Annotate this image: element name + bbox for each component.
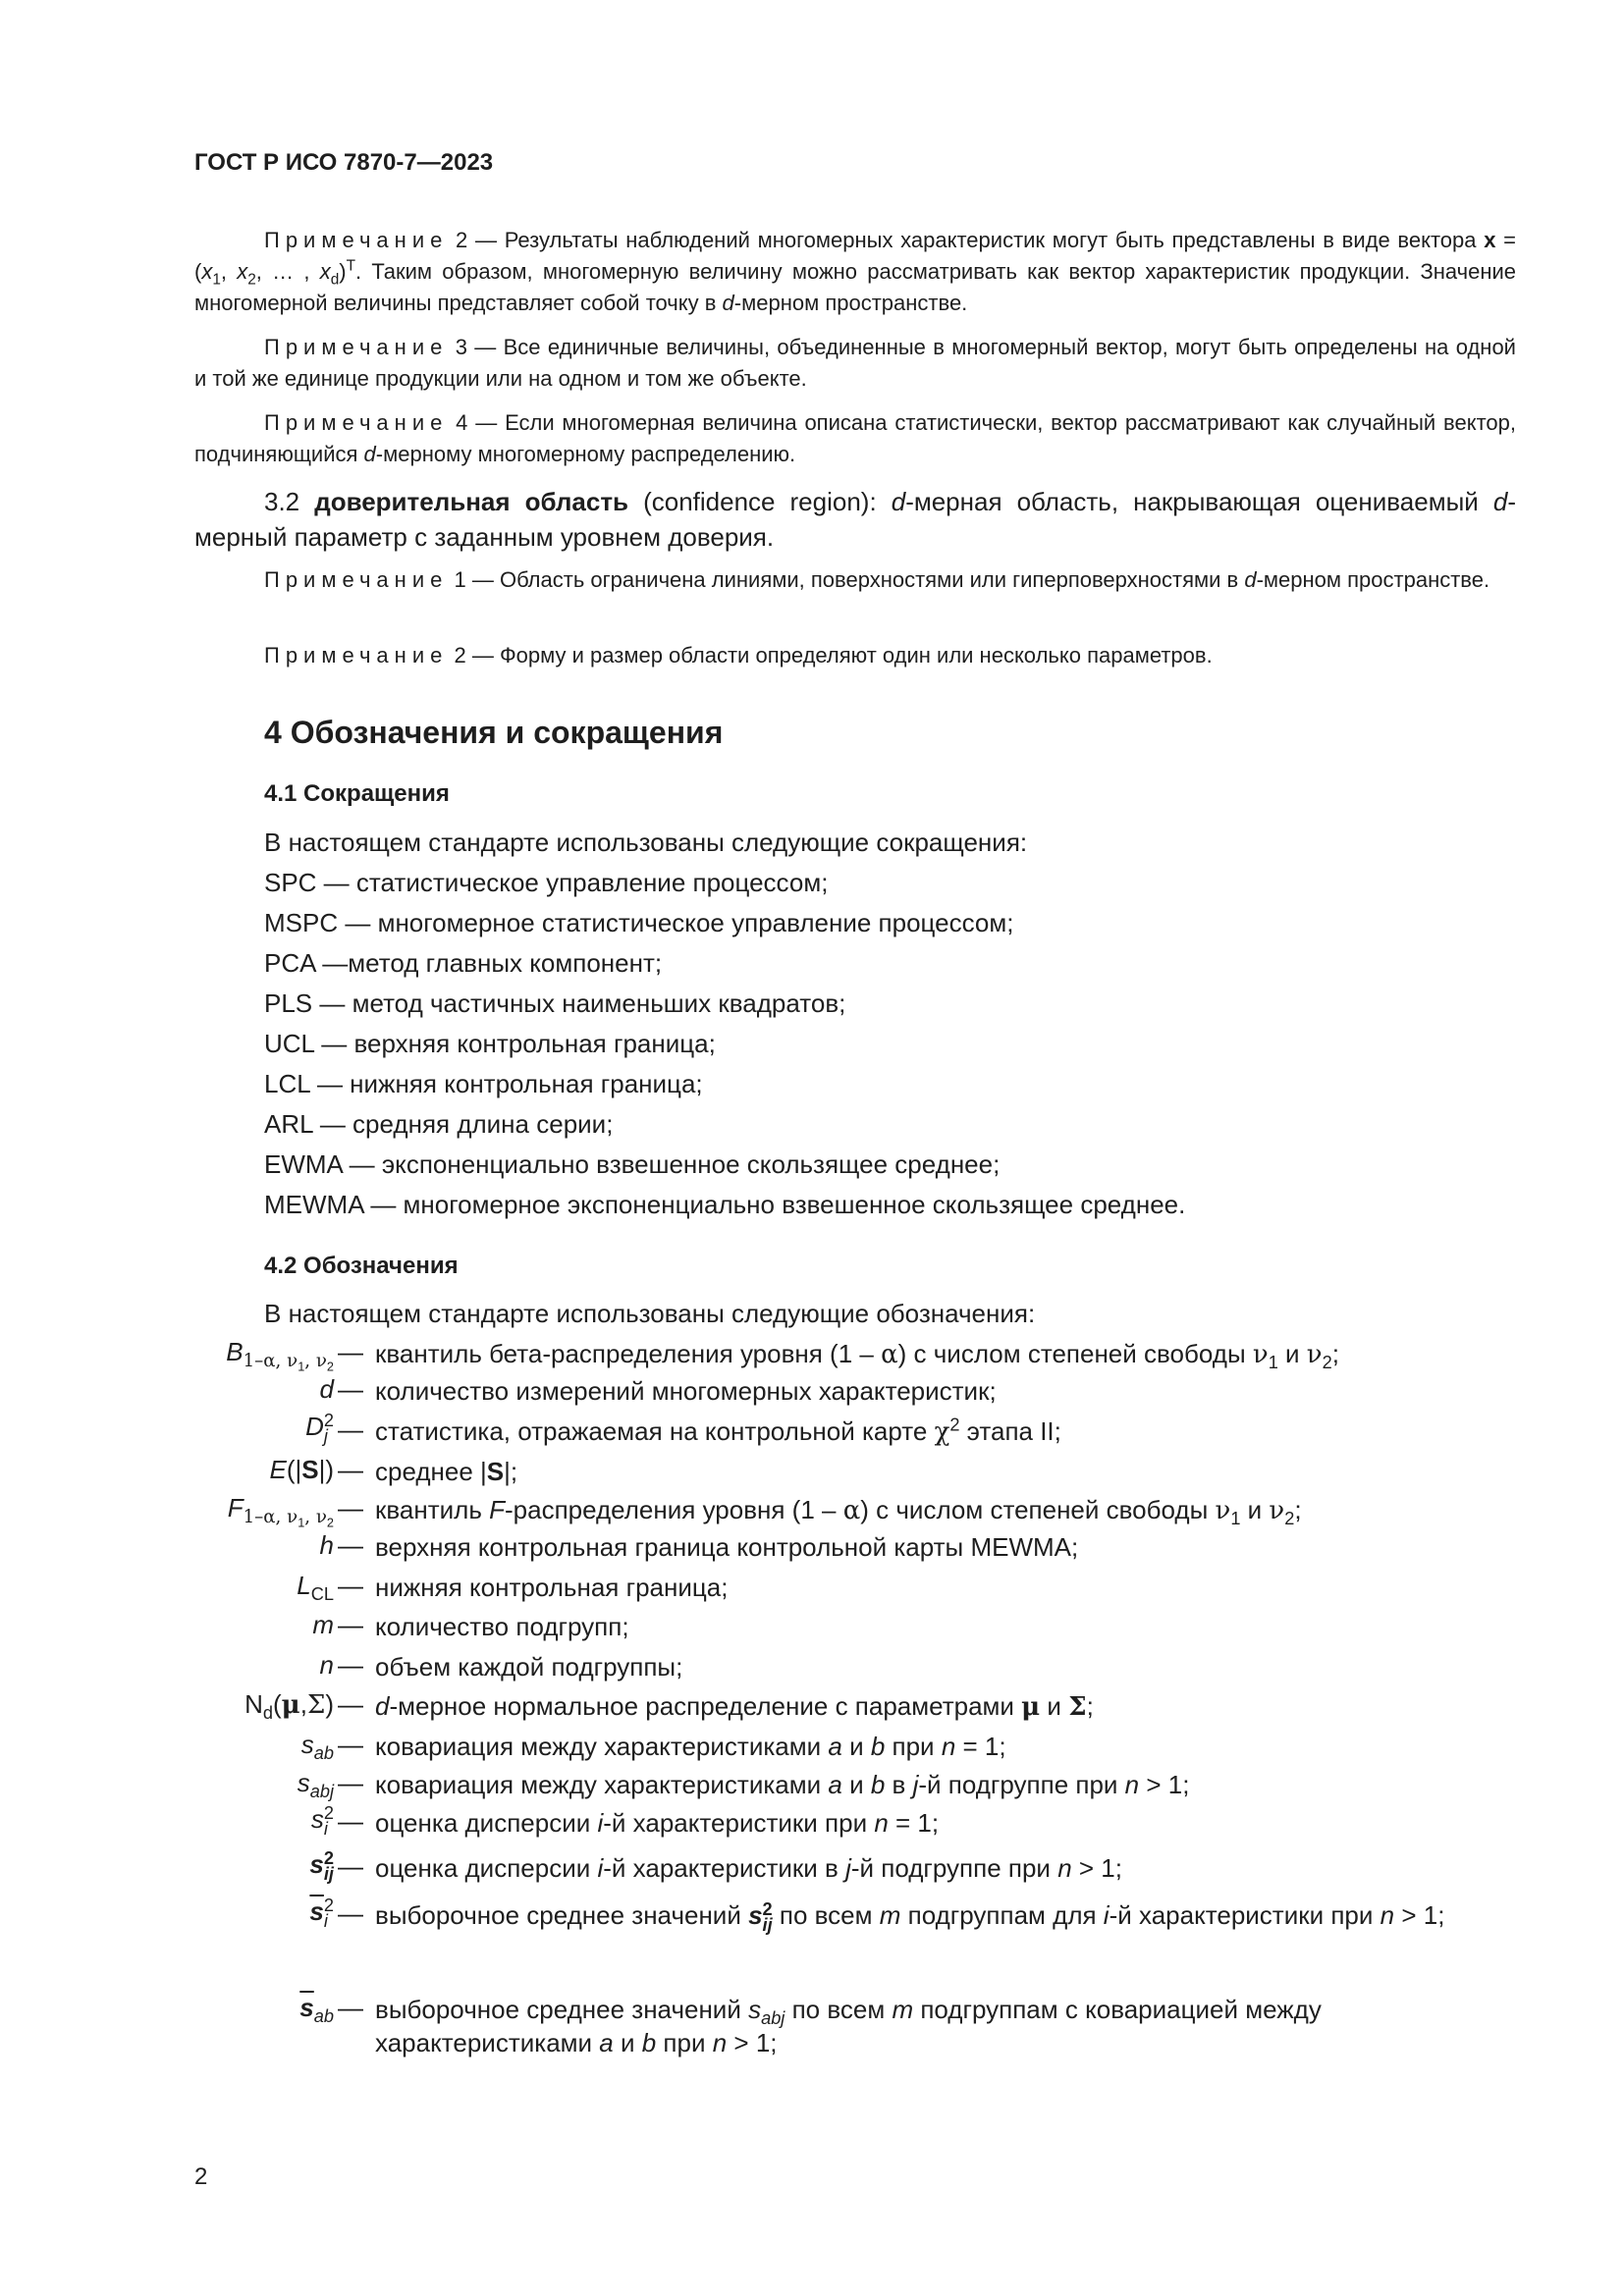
note-number: 3 xyxy=(455,335,467,359)
note-text: , xyxy=(220,259,238,284)
math-var: b xyxy=(870,1770,886,1799)
desc-text: по всем xyxy=(772,1900,880,1930)
math-var: L xyxy=(297,1571,311,1600)
note-number: 4 xyxy=(456,410,468,435)
desc-text: и xyxy=(1277,1339,1307,1368)
desc-text: по всем xyxy=(785,1995,893,2024)
section-4-2-title: 4.2 Обозначения xyxy=(264,1253,459,1279)
symbol-term xyxy=(128,1848,334,1885)
symbol-description: объем каждой подгруппы; xyxy=(375,1652,683,1682)
symbol-description xyxy=(375,1768,1516,1801)
symbol-description: нижняя контрольная граница; xyxy=(375,1573,729,1602)
symbol-description xyxy=(375,1415,1516,1449)
desc-text: ковариация между характеристиками xyxy=(375,1770,829,1799)
math-var: ν xyxy=(1306,1340,1323,1369)
symbol-dash: — xyxy=(338,1455,363,1484)
math-var: s xyxy=(309,1849,324,1879)
math-var: s xyxy=(748,1900,763,1930)
math-var: $\overline{s}$ xyxy=(309,1896,324,1926)
math-sub: 2 xyxy=(1322,1353,1332,1373)
desc-text: ковариация между характеристиками xyxy=(375,1732,829,1761)
abbreviation-item: SPC — статистическое управление процессом; xyxy=(264,868,829,897)
section-4-2-intro: В настоящем стандарте использованы следующие обозначения: xyxy=(264,1299,1036,1328)
abbreviation-item: PLS — метод частичных наименьших квадратов; xyxy=(264,988,846,1018)
math-var: ν xyxy=(1252,1340,1269,1369)
desc-text: квантиль бета-распределения уровня (1 – xyxy=(375,1339,882,1368)
note-text: — Все единичные величины, объединенные в многомерный вектор, могут быть определены на одной и той же единице продукции или на одном и том же объекте. xyxy=(194,335,1516,391)
note-3-1-2 xyxy=(194,225,1516,319)
desc-text: -й характеристики при xyxy=(603,1808,875,1838)
note-label: Примечание xyxy=(264,335,449,359)
math-sup: T xyxy=(346,257,355,275)
math-var: h xyxy=(319,1530,334,1560)
abbreviation-item: ARL — средняя длина серии; xyxy=(264,1109,614,1139)
note-text: -мерном пространстве. xyxy=(733,291,968,315)
abbreviation-item: EWMA — экспоненциально взвешенное скользящее среднее; xyxy=(264,1149,1001,1179)
math-var: χ xyxy=(934,1417,950,1447)
note-text: = ( xyxy=(194,228,1516,284)
standard-header: ГОСТ Р ИСО 7870-7—2023 xyxy=(194,149,494,176)
math-var: m xyxy=(879,1900,901,1930)
desc-text: -й подгруппе при xyxy=(918,1770,1125,1799)
math-var: n xyxy=(1124,1770,1140,1799)
math-text: (| xyxy=(286,1455,302,1484)
math-sub: d xyxy=(262,1703,273,1724)
symbol-dash: — xyxy=(338,1898,363,1928)
math-sub: CL xyxy=(310,1584,334,1605)
math-text: ( xyxy=(273,1689,282,1719)
symbol-dash: — xyxy=(338,1530,363,1560)
math-sup: 2 xyxy=(323,1896,334,1916)
math-var: n xyxy=(1380,1900,1395,1930)
math-var: m xyxy=(892,1995,914,2024)
math-sup: 2 xyxy=(323,1411,334,1431)
math-var: j xyxy=(845,1853,851,1883)
note-text: ) xyxy=(339,259,347,284)
desc-text: этапа II; xyxy=(959,1416,1061,1446)
note-text: — Область ограничена линиями, поверхностями или гиперповерхностями в xyxy=(471,567,1245,592)
desc-text: = 1; xyxy=(955,1732,1006,1761)
math-var: Σ xyxy=(1068,1692,1087,1722)
symbol-term xyxy=(128,1374,334,1405)
desc-text: ; xyxy=(1331,1339,1339,1368)
note-3-2-2 xyxy=(194,640,1516,671)
symbol-description xyxy=(375,1898,1516,1936)
math-var: a xyxy=(828,1770,842,1799)
symbol-term xyxy=(128,1571,334,1605)
desc-text: квантиль xyxy=(375,1495,490,1524)
math-var: ν xyxy=(1215,1496,1231,1525)
symbol-description xyxy=(375,1493,1516,1527)
math-sub: , ν xyxy=(304,1351,327,1372)
desc-text: > 1; xyxy=(1394,1900,1445,1930)
note-label: Примечание xyxy=(264,567,449,592)
math-var: s xyxy=(297,1768,310,1797)
desc-text: ; xyxy=(1294,1495,1302,1524)
note-label: Примечание xyxy=(264,410,449,435)
symbol-description: количество подгрупп; xyxy=(375,1612,629,1641)
abbreviation-item: PCA —метод главных компонент; xyxy=(264,948,663,978)
desc-text: -распределения уровня (1 – xyxy=(504,1495,843,1524)
symbol-term xyxy=(128,1455,334,1485)
symbol-dash: — xyxy=(338,1851,363,1881)
desc-text: оценка дисперсии xyxy=(375,1853,598,1883)
note-number: 2 xyxy=(456,228,468,252)
desc-text: статистика, отражаемая на контрольной карте xyxy=(375,1416,935,1446)
page-number: 2 xyxy=(194,2163,208,2190)
desc-text: |; xyxy=(504,1457,518,1486)
abbreviation-item: UCL — верхняя контрольная граница; xyxy=(264,1029,716,1058)
desc-text: и xyxy=(841,1770,871,1799)
math-var: x xyxy=(237,259,248,284)
section-4-1-title: 4.1 Сокращения xyxy=(264,780,450,807)
desc-text: в xyxy=(885,1770,913,1799)
symbol-description: верхняя контрольная граница контрольной карты MEWMA; xyxy=(375,1532,1079,1562)
math-sub: 1 xyxy=(1230,1509,1241,1529)
math-sub: 1–α, ν xyxy=(243,1507,298,1528)
symbol-description xyxy=(375,1337,1516,1371)
math-var: D xyxy=(305,1412,324,1441)
math-var: n xyxy=(319,1650,334,1680)
math-var: d xyxy=(1244,567,1257,592)
desc-text: выборочное среднее значений xyxy=(375,1995,749,2024)
desc-text: = 1; xyxy=(888,1808,940,1838)
desc-text: ) с числом степеней свободы xyxy=(860,1495,1216,1524)
math-var: a xyxy=(828,1732,842,1761)
math-sub: ij xyxy=(323,1864,334,1885)
symbol-description xyxy=(375,1730,1516,1763)
math-var: b xyxy=(870,1732,886,1761)
desc-text: > 1; xyxy=(1139,1770,1190,1799)
math-sup: 2 xyxy=(949,1415,960,1435)
symbol-term xyxy=(128,1730,334,1764)
math-sup: 2 xyxy=(323,1803,334,1824)
math-var: x xyxy=(319,259,331,284)
symbol-dash: — xyxy=(338,1571,363,1600)
abbreviation-item: LCL — нижняя контрольная граница; xyxy=(264,1069,703,1098)
note-3-1-4 xyxy=(194,407,1516,470)
note-label: Примечание xyxy=(264,228,449,252)
symbol-term xyxy=(128,1610,334,1640)
math-var: F xyxy=(227,1493,244,1522)
desc-text: и xyxy=(613,2028,642,2057)
desc-text: -мерное нормальное распределение с параметрами xyxy=(389,1691,1022,1721)
math-var: i xyxy=(1103,1900,1110,1930)
math-var: n xyxy=(941,1732,956,1761)
symbol-description xyxy=(375,1806,1516,1840)
desc-text: и xyxy=(1240,1495,1270,1524)
term-text: -мерный параметр с заданным уровнем доверия. xyxy=(194,487,1516,552)
symbol-term xyxy=(128,1896,334,1932)
desc-text: подгруппам для xyxy=(900,1900,1104,1930)
math-sub: 1 xyxy=(1268,1353,1278,1373)
desc-text: ) с числом степеней свободы xyxy=(897,1339,1253,1368)
note-3-2-1 xyxy=(194,564,1516,596)
math-var: F xyxy=(489,1495,505,1524)
symbol-description xyxy=(375,1455,1516,1488)
math-var: d xyxy=(319,1374,334,1404)
desc-text: > 1; xyxy=(727,2028,778,2057)
desc-text: -й подгруппе при xyxy=(850,1853,1058,1883)
symbol-term xyxy=(128,1411,334,1447)
symbol-term xyxy=(128,1803,334,1840)
note-number: 2 xyxy=(454,643,466,667)
term-text: -мерная область, накрывающая оцениваемый xyxy=(905,487,1493,516)
math-text: ) xyxy=(325,1689,334,1719)
math-var: s xyxy=(310,1804,324,1834)
math-sub: d xyxy=(330,271,340,289)
symbol-dash: — xyxy=(338,1768,363,1797)
symbol-dash: — xyxy=(338,1610,363,1639)
note-text: — Форму и размер области определяют один или несколько параметров. xyxy=(471,643,1213,667)
math-var: N xyxy=(244,1689,263,1719)
math-sub: 2 xyxy=(1284,1509,1295,1529)
math-sub: 2 xyxy=(326,1515,334,1530)
note-label: Примечание xyxy=(264,643,449,667)
term-name: доверительная область xyxy=(314,487,629,516)
math-var: n xyxy=(874,1808,889,1838)
math-var: d xyxy=(363,442,376,466)
desc-text: при xyxy=(885,1732,942,1761)
math-sub: 2 xyxy=(247,271,256,289)
term-3-2 xyxy=(194,484,1516,555)
math-var: n xyxy=(712,2028,728,2057)
math-var: d xyxy=(375,1691,390,1721)
math-sub: 1 xyxy=(298,1359,305,1374)
math-var: E xyxy=(269,1455,287,1484)
term-number: 3.2 xyxy=(264,487,300,516)
math-var: μ xyxy=(1021,1692,1041,1722)
desc-text: выборочное среднее значений xyxy=(375,1900,749,1930)
desc-text: при xyxy=(656,2028,713,2057)
note-text: -мерном пространстве. xyxy=(1256,567,1490,592)
math-sub: j xyxy=(323,1426,328,1447)
symbol-term xyxy=(128,1493,334,1530)
desc-text: подгруппам с ковариацией между характеристиками xyxy=(375,1995,1322,2057)
note-number: 1 xyxy=(454,567,466,592)
math-var: n xyxy=(1057,1853,1072,1883)
math-var: Σ xyxy=(306,1690,326,1720)
math-var: d xyxy=(722,291,734,315)
desc-text: и xyxy=(1040,1691,1069,1721)
symbol-dash: — xyxy=(338,1806,363,1836)
desc-text: -й характеристики в xyxy=(603,1853,846,1883)
math-sub: 1 xyxy=(298,1515,305,1530)
symbol-description: количество измерений многомерных характеристик; xyxy=(375,1376,997,1406)
symbol-term xyxy=(128,1993,334,2027)
symbol-dash: — xyxy=(338,1730,363,1759)
note-text: -мерному многомерному распределению. xyxy=(375,442,796,466)
math-sub: , ν xyxy=(304,1507,327,1528)
math-var: s xyxy=(300,1730,314,1759)
math-var: m xyxy=(312,1610,334,1639)
symbol-dash: — xyxy=(338,1337,363,1366)
math-var: ν xyxy=(1269,1496,1285,1525)
desc-text: и xyxy=(841,1732,871,1761)
math-var: μ xyxy=(281,1690,300,1720)
abbreviation-item: MSPC — многомерное статистическое управление процессом; xyxy=(264,908,1014,937)
math-var: d xyxy=(1492,487,1508,516)
symbol-term xyxy=(128,1530,334,1561)
math-text: , xyxy=(299,1689,307,1719)
note-text: — Результаты наблюдений многомерных характеристик могут быть представлены в виде вектора xyxy=(475,228,1485,252)
desc-text: среднее | xyxy=(375,1457,487,1486)
note-text: — Если многомерная величина описана статистически, вектор рассматривают как случайный вектор, подчиняющийся xyxy=(194,410,1516,466)
desc-text: оценка дисперсии xyxy=(375,1808,598,1838)
symbol-description xyxy=(375,1689,1516,1724)
math-sub: ab xyxy=(313,2006,334,2027)
symbol-dash: — xyxy=(338,1493,363,1522)
symbol-term xyxy=(128,1768,334,1802)
math-var: a xyxy=(599,2028,614,2057)
math-var: x xyxy=(201,259,213,284)
math-sub: abj xyxy=(761,2008,785,2029)
note-text: , … , xyxy=(255,259,320,284)
math-var: s xyxy=(748,1995,762,2024)
math-var: α xyxy=(881,1340,898,1369)
math-sup: 2 xyxy=(323,1848,334,1869)
math-sub: ab xyxy=(313,1743,334,1764)
math-sub: abj xyxy=(309,1782,334,1802)
math-var: α xyxy=(842,1496,861,1525)
desc-text: > 1; xyxy=(1071,1853,1122,1883)
math-var: S xyxy=(486,1457,505,1486)
symbol-term xyxy=(128,1689,334,1724)
abbreviation-item: MEWMA — многомерное экспоненциально взвешенное скользящее среднее. xyxy=(264,1190,1186,1219)
section-4-title: 4 Обозначения и сокращения xyxy=(264,715,724,750)
symbol-dash: — xyxy=(338,1650,363,1680)
symbol-term xyxy=(128,1337,334,1374)
math-var: B xyxy=(226,1337,244,1366)
math-var: S xyxy=(301,1455,319,1484)
math-sub: i xyxy=(323,1819,328,1840)
math-sub: 2 xyxy=(326,1359,334,1374)
math-var: i xyxy=(597,1853,604,1883)
symbol-dash: — xyxy=(338,1689,363,1719)
symbol-dash: — xyxy=(338,1993,363,2022)
desc-text: ; xyxy=(1086,1691,1094,1721)
desc-text: -й характеристики при xyxy=(1109,1900,1380,1930)
symbol-dash: — xyxy=(338,1415,363,1444)
math-sub: i xyxy=(323,1911,328,1932)
math-sup: 2 xyxy=(762,1899,773,1920)
math-sub: ij xyxy=(762,1915,773,1936)
math-var: $\overline{s}$ xyxy=(299,1993,314,2022)
math-sub: 1 xyxy=(212,271,221,289)
term-text: (confidence region): xyxy=(628,487,892,516)
math-var: b xyxy=(641,2028,657,2057)
math-var: i xyxy=(597,1808,604,1838)
note-3-1-3 xyxy=(194,332,1516,395)
math-var: j xyxy=(912,1770,919,1799)
math-sub: 1–α, ν xyxy=(243,1351,298,1372)
section-4-1-intro: В настоящем стандарте использованы следующие сокращения: xyxy=(264,828,1028,857)
symbol-description xyxy=(375,1851,1516,1885)
math-var: d xyxy=(891,487,906,516)
symbol-description xyxy=(375,1993,1516,2059)
vector-symbol: x xyxy=(1484,228,1496,252)
symbol-dash: — xyxy=(338,1374,363,1404)
math-text: |) xyxy=(318,1455,334,1484)
note-text: . Таким образом, многомерную величину можно рассматривать как вектор характеристик продукции. Значение многомерной величины представляет собой точку в xyxy=(194,259,1517,315)
symbol-term xyxy=(128,1650,334,1681)
